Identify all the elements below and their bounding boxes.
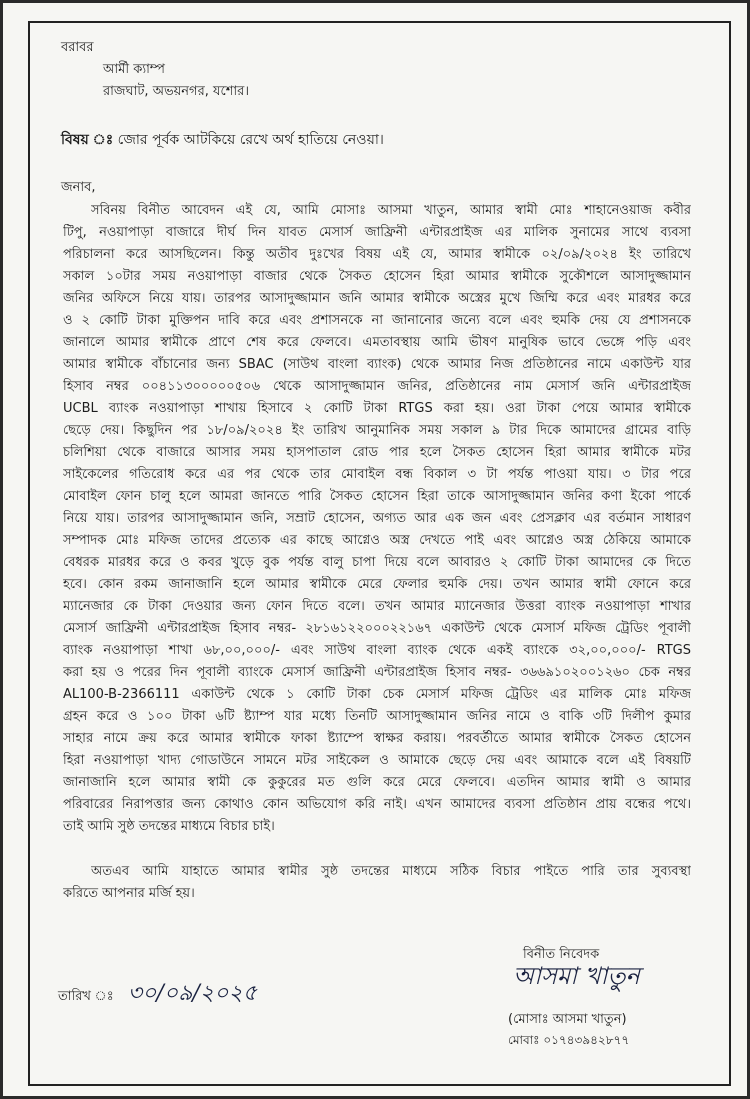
body-line: ছেড়ে দেয়। কিছুদিন পর ১৮/০৯/২০২৪ ইং তারিখ আনুমানিক সময় সকাল ৯ টার দিকে আমাদের গ্রামের বাড়ি: [63, 423, 691, 438]
body-line: সাহার নামে ক্রয় করে আমার স্বামীকে ফাকা ষ্ট্যাম্পে স্বাক্ষর করায়। পরবর্তীতে আমার স্বামীকে সৈকত হোসেন: [63, 731, 691, 746]
body-line: পরিচালনা করে আসছিলেন। কিন্তু অতীব দুঃখের বিষয় এই যে, আমার স্বামীকে ০২/০৯/২০২৪ ইং তারিখে: [63, 247, 691, 262]
body-line: বেধরক মারধর করে ও কবর খুড়ে বুক পর্যন্ত বালু চাপা দিয়ে বলে আবারও ২ কোটি টাকা আমাদের কে দিতে: [63, 555, 691, 570]
body-line: সাইকেলের গতিরোধ করে এর পর থেকে তার মোবাইল বন্ধ বিকাল ৩ টা পর্যন্ত পাওয়া যায়। ৩ টার পরে: [63, 467, 691, 482]
body-line: জানালে আমার স্বামীকে প্রাণে শেষ করে ফেলবে। এমতাবস্থায় আমি ভীষণ মানুষিক ভাবে ভেঙ্গে পড়ি এবং: [63, 335, 691, 350]
body-line: গ্রহন করে ও ১০০ টাকা ৬টি ষ্ট্যাম্প যার মধ্যে তিনটি আসাদুজ্জামান জনির নামে ও বাকি ৩টি দিলীপ কুমার: [63, 709, 691, 724]
body-line: মেসার্স জাফ্রিনী এন্টারপ্রাইজ হিসাব নম্বর- ২৮১৬১২২০০০২২১৬৭ একাউন্ট থেকে মেসার্স মফিজ ট্রেডিং পূবালী: [63, 621, 691, 636]
handwritten-signature: আসমা খাতুন: [513, 962, 640, 990]
date-label: তারিখ ঃ: [58, 989, 114, 1004]
signature-label: বিনীত নিবেদক: [523, 947, 600, 962]
closing-line: করিতে আপনার মর্জি হয়।: [63, 886, 195, 901]
body-line: পরিবারের নিরাপত্তার জন্য কোথাও কোন অভিযোগ করি নাই। এখন আমাদের ব্যবসা প্রতিষ্ঠান প্রায় বন্ধের পথে।: [63, 797, 691, 812]
body-line: সকাল ১০টার সময় নওয়াপাড়া বাজার থেকে সৈকত হোসেন হিরা আমার স্বামীকে সুকৌশলে আসাদুজ্জামান: [63, 269, 691, 284]
body-line: হিরা নওয়াপাড়া খাদ্য গোডাউনে সামনে মটর সাইকেল ও আমাকে ছেড়ে দেয় এবং আমাকে বলে এই বিষয়টি: [63, 753, 691, 768]
body-line: ম্যানেজার কে টাকা দেওয়ার জন্য ফোন দিতে বলে। তখন আমার ম্যানেজার উত্তরা ব্যাংক নওয়াপাড়া শাখার: [63, 599, 691, 614]
body-line: আমার স্বামীকে বাঁচানোর জন্য SBAC (সাউথ বাংলা ব্যাংক) থেকে আমার নিজ প্রতিষ্ঠানের নামে একাউন্ট যার: [63, 357, 691, 372]
body-line: করা হয় ও পরের দিন পূবালী ব্যাংকে মেসার্স জাফ্রিনী এন্টারপ্রাইজ হিসাব নম্বর- ৩৬৬৯১০২০০১২৬০ চেক নম্বর: [63, 665, 691, 680]
address-recipient: আর্মী ক্যাম্প: [103, 62, 165, 77]
body-line: হিসাব নম্বর ০০৪১১৩০০০০০৫০৬ থেকে আসাদুজ্জামান জনির, প্রতিষ্ঠানের নাম মেসার্স জনি এন্টারপ্রাইজ: [63, 379, 691, 394]
body-line: AL100-B-2366111 একাউন্ট থেকে ১ কোটি টাকা চেক মেসার্স মফিজ ট্রেডিং এর মালিক মোঃ মফিজ: [63, 687, 691, 702]
subject-line: [61, 132, 384, 149]
body-line: ও ২ কোটি টাকা মুক্তিপন দাবি করে এবং প্রশাসনকে না জানানোর জন্যে বলে এবং হুমকি দেয় যে প্রশাসনকে: [63, 313, 691, 328]
body-line: চলিশিয়া থেকে বাজারে আসার সময় হাসপাতাল রোড পার হলে সৈকত হোসেন হিরা আমার স্বামীকে মটর: [63, 445, 691, 460]
body-line: নিয়ে যায়। তারপর আসাদুজ্জামান জনি, সম্রাট হোসেন, অগ্যত আর এক জন এবং প্রেসক্লাব এর বর্তমান সাধারণ: [63, 511, 691, 526]
body-line: জনির অফিসে নিয়ে যায়। তারপর আসাদুজ্জামান জনি আমার স্বামীকে অস্ত্রের মুখে জিম্মি করে এবং মারধর করে: [63, 291, 691, 306]
body-line: সম্পাদক মোঃ মফিজ তাদের প্রত্যেক এর কাছে আগ্নেও অস্ত্র দেখতে পাই এবং আগ্নেও অস্ত্র ঠেকিয়ে আমাকে: [63, 533, 691, 548]
body-line: তাই আমি সুষ্ঠ তদন্তের মাধ্যমে বিচার চাই।: [63, 819, 275, 834]
body-line: টিপু, নওয়াপাড়া বাজারে দীর্ঘ দিন যাবত মেসার্স জাফ্রিনী এন্টারপ্রাইজ এর মালিক সুনামের সাথে ব্যবসা: [63, 225, 691, 240]
date-value: ৩০/০৯/২০২৫: [127, 981, 257, 1006]
body-line: মোবাইল ফোন চালু হলে আমরা জানতে পারি সৈকত হোসেন হিরা তাকে আসাদুজ্জামান জনির কণা ইকো পার্কে: [63, 489, 691, 504]
body-line: জানাজানি হলে আমার স্বামী কে কুকুরের মত গুলি করে মেরে ফেলবে। এতদিন আমার স্বামী ও আমার: [63, 775, 691, 790]
body-line: UCBL ব্যাংক নওয়াপাড়া শাখায় হিসাবে ২ কোটি টাকা RTGS করা হয়। ওরা টাকা পেয়ে আমার স্বামীকে: [63, 401, 691, 416]
salutation: জনাব,: [61, 180, 96, 195]
paper-sheet: [3, 3, 747, 1096]
subject-text: জোর পূর্বক আটকিয়ে রেখে অর্থ হাতিয়ে নেওয়া।: [117, 132, 384, 148]
signer-phone: মোবাঃ ০১৭৪৩৯৪২৮৭৭: [508, 1033, 630, 1047]
date-line: [58, 981, 257, 1006]
body-line: সবিনয় বিনীত আবেদন এই যে, আমি মোসাঃ আসমা খাতুন, আমার স্বামী মোঃ শাহানেওয়াজ কবীর: [91, 203, 691, 218]
closing-line: অতএব আমি যাহাতে আমার স্বামীর সুষ্ঠ তদন্তের মাধ্যমে সঠিক বিচার পাইতে পারি তার সুব্যবস্থা: [91, 864, 691, 879]
subject-label: বিষয় ঃ: [61, 132, 114, 148]
address-location: রাজঘাট, অভয়নগর, যশোর।: [103, 84, 249, 99]
body-line: হবে। কোন রকম জানাজানি হলে আমার স্বামীকে মেরে ফেলার হুমকি দেয়। তখন আমার স্বামী ফোনে করে: [63, 577, 691, 592]
address-to: বরাবর: [61, 40, 94, 55]
signer-name: (মোসাঃ আসমা খাতুন): [508, 1012, 627, 1027]
body-line: ব্যাংক নওয়াপাড়া শাখা ৬৮,০০,০০০/- এবং সাউথ বাংলা ব্যাংক থেকে একই ব্যাংকে ৩২,০০,০০০/- RTGS: [63, 643, 691, 658]
